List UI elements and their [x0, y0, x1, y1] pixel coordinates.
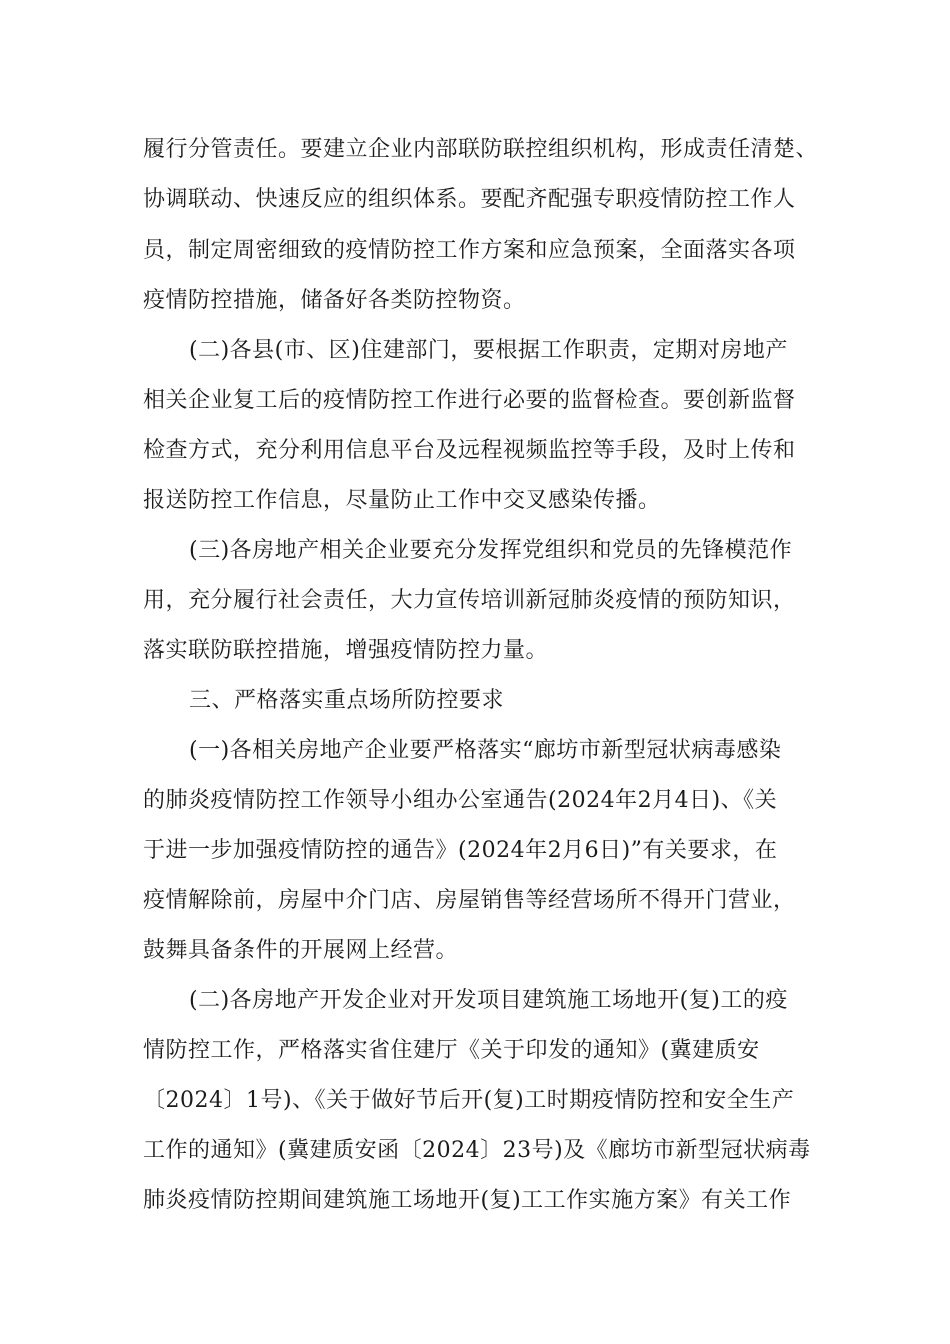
text-line: 鼓舞具备条件的开展网上经营。	[143, 938, 459, 963]
text-line: 员，制定周密细致的疫情防控工作方案和应急预案，全面落实各项	[143, 238, 796, 263]
text-line: 用，充分履行社会责任，大力宣传培训新冠肺炎疫情的预防知识，	[143, 588, 796, 613]
text-line: 于进一步加强疫情防控的通告》(2024年2月6日)”有关要求，在	[143, 838, 778, 863]
text-line: (二)各县(市、区)住建部门，要根据工作职责，定期对房地产	[189, 338, 788, 363]
text-line: (二)各房地产开发企业对开发项目建筑施工场地开(复)工的疫	[189, 988, 788, 1013]
text-line: 疫情解除前，房屋中介门店、房屋销售等经营场所不得开门营业，	[143, 888, 796, 913]
text-line: 报送防控工作信息，尽量防止工作中交叉感染传播。	[143, 488, 661, 513]
text-line: 履行分管责任。要建立企业内部联防联控组织机构，形成责任清楚、	[143, 137, 819, 162]
text-line: (三)各房地产相关企业要充分发挥党组织和党员的先锋模范作	[189, 538, 793, 563]
text-line: 落实联防联控措施，增强疫情防控力量。	[143, 638, 549, 663]
section-heading: 三、严格落实重点场所防控要求	[189, 688, 505, 713]
text-line: 协调联动、快速反应的组织体系。要配齐配强专职疫情防控工作人	[143, 187, 796, 212]
text-line: 工作的通知》(冀建质安函〔2024〕23号)及《廊坊市新型冠状病毒	[143, 1138, 811, 1163]
text-line: 情防控工作，严格落实省住建厅《关于印发的通知》(冀建质安	[143, 1038, 760, 1063]
text-line: 〔2024〕1号)、《关于做好节后开(复)工时期疫情防控和安全生产	[143, 1088, 795, 1113]
text-line: 的肺炎疫情防控工作领导小组办公室通告(2024年2月4日)、《关	[143, 788, 778, 813]
text-line: 疫情防控措施，储备好各类防控物资。	[143, 288, 526, 313]
text-line: (一)各相关房地产企业要严格落实“廊坊市新型冠状病毒感染	[189, 738, 782, 763]
text-line: 检查方式，充分利用信息平台及远程视频监控等手段，及时上传和	[143, 438, 796, 463]
text-line: 相关企业复工后的疫情防控工作进行必要的监督检查。要创新监督	[143, 388, 796, 413]
text-line: 肺炎疫情防控期间建筑施工场地开(复)工工作实施方案》有关工作	[143, 1188, 792, 1213]
